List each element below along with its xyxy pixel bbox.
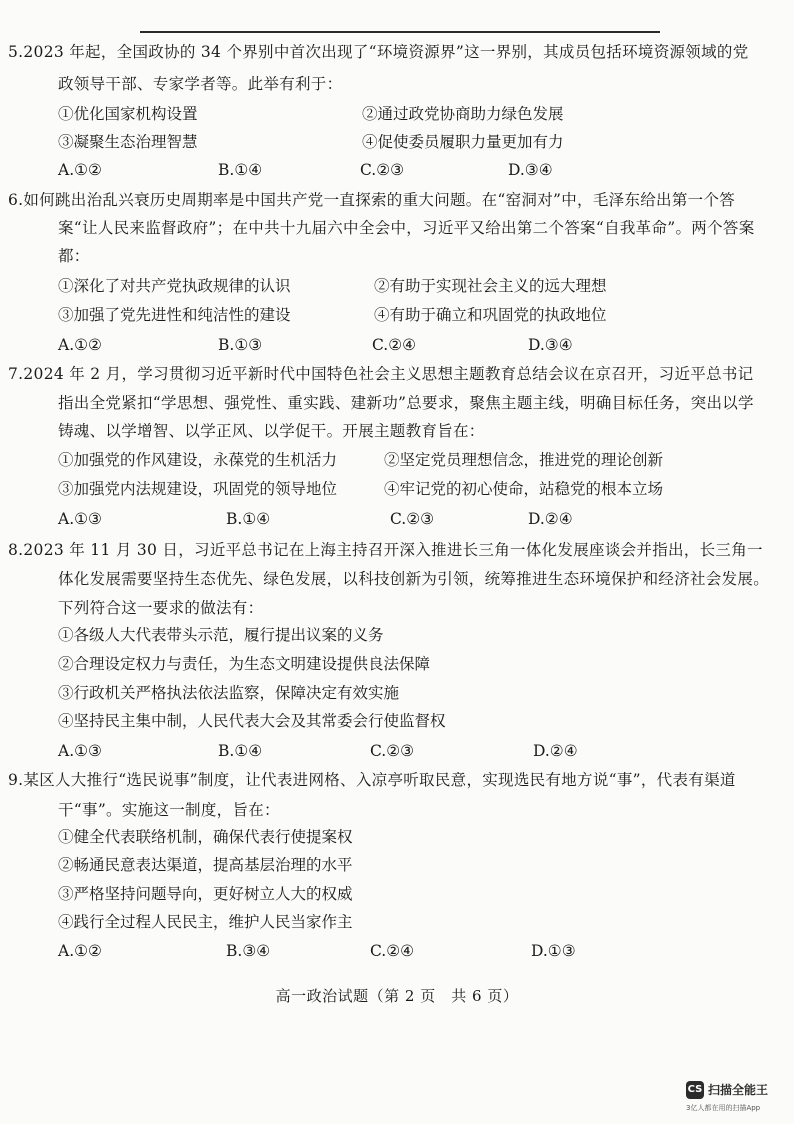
statement-2: ②合理设定权力与责任，为生态文明建设提供良法保障: [58, 655, 431, 673]
choice-b: B.①④: [218, 161, 263, 179]
choice-c: C.②④: [370, 942, 415, 960]
choice-c: C.②③: [370, 742, 415, 760]
statement-1: ①深化了对共产党执政规律的认识: [58, 277, 291, 295]
statement-4: ④牢记党的初心使命，站稳党的根本立场: [384, 480, 664, 498]
watermark-app-name: 扫描全能王: [708, 1083, 769, 1097]
page-footer: 高一政治试题（第 2 页 共 6 页）: [275, 987, 519, 1005]
choice-a: A.①③: [58, 510, 102, 528]
statement-2: ②有助于实现社会主义的远大理想: [374, 277, 607, 295]
statement-4: ④有助于确立和巩固党的执政地位: [374, 306, 607, 324]
statement-1: ①加强党的作风建设，永葆党的生机活力: [58, 451, 338, 469]
choice-d: D.③④: [508, 161, 553, 179]
choice-b: B.①③: [218, 336, 263, 354]
choice-b: B.③④: [226, 942, 271, 960]
choice-d: D.②④: [533, 742, 578, 760]
question-stem-line: 5.2023 年起，全国政协的 34 个界别中首次出现了“环境资源界”这一界别，其成员包括环境资源领域的党: [8, 43, 749, 61]
choice-b: B.①④: [218, 742, 263, 760]
choice-c: C.②④: [372, 336, 417, 354]
choice-a: A.①③: [58, 742, 102, 760]
watermark-tagline: 3亿人都在用的扫描App: [686, 1104, 761, 1112]
choice-d: D.②④: [528, 510, 573, 528]
question-stem-line: 体化发展需要坚持生态优先、绿色发展，以科技创新为引领，统筹推进生态环境保护和经济社会发展。: [58, 570, 770, 588]
statement-4: ④践行全过程人民民主，维护人民当家作主: [58, 913, 353, 931]
statement-4: ④促使委员履职力量更加有力: [362, 133, 564, 151]
choice-a: A.①②: [58, 942, 102, 960]
question-stem-line: 案“让人民来监督政府”；在中共十九届六中全会中，习近平又给出第二个答案“自我革命”。两个答案: [58, 219, 755, 237]
statement-2: ②坚定党员理想信念，推进党的理论创新: [384, 451, 664, 469]
statement-3: ③行政机关严格执法依法监察，保障决定有效实施: [58, 684, 400, 702]
statement-1: ①优化国家机构设置: [58, 105, 198, 123]
choice-c: C.②③: [360, 161, 405, 179]
question-stem-line: 指出全党紧扣“学思想、强党性、重实践、建新功”总要求，聚焦主题主线，明确目标任务，突出以学: [58, 394, 754, 412]
question-stem-line: 下列符合这一要求的做法有：: [58, 599, 264, 617]
choice-a: A.①②: [58, 161, 102, 179]
question-stem-line: 铸魂、以学增智、以学正风、以学促干。开展主题教育旨在：: [58, 422, 485, 440]
scanner-watermark: [686, 1081, 786, 1121]
statement-3: ③凝聚生态治理智慧: [58, 133, 198, 151]
question-stem-line: 9.某区人大推行“选民说事”制度，让代表进网格、入凉亭听取民意，实现选民有地方说“事”，代表有渠道: [8, 771, 736, 789]
choice-d: D.③④: [528, 336, 573, 354]
statement-3: ③严格坚持问题导向，更好树立人大的权威: [58, 885, 353, 903]
statement-3: ③加强党内法规建设，巩固党的领导地位: [58, 480, 338, 498]
statement-2: ②畅通民意表达渠道，提高基层治理的水平: [58, 856, 353, 874]
question-stem-line: 7.2024 年 2 月，学习贯彻习近平新时代中国特色社会主义思想主题教育总结会议在京召开，习近平总书记: [8, 365, 754, 383]
choice-c: C.②③: [390, 510, 435, 528]
choice-b: B.①④: [226, 510, 271, 528]
question-stem-line: 6.如何跳出治乱兴衰历史周期率是中国共产党一直探索的重大问题。在“窑洞对”中，毛泽东给出第一个答: [8, 191, 736, 209]
choice-d: D.①③: [531, 942, 576, 960]
statement-1: ①健全代表联络机制，确保代表行使提案权: [58, 828, 353, 846]
statement-4: ④坚持民主集中制，人民代表大会及其常委会行使监督权: [58, 712, 446, 730]
statement-2: ②通过政党协商助力绿色发展: [362, 105, 564, 123]
question-stem-line: 都：: [58, 247, 90, 265]
question-stem-line: 政领导干部、专家学者等。此举有利于：: [58, 75, 343, 93]
question-stem-line: 8.2023 年 11 月 30 日，习近平总书记在上海主持召开深入推进长三角一体化发展座谈会并指出，长三角一: [8, 541, 763, 559]
statement-3: ③加强了党先进性和纯洁性的建设: [58, 306, 291, 324]
choice-a: A.①②: [58, 336, 102, 354]
question-stem-line: 干“事”。实施这一制度，旨在：: [58, 801, 280, 819]
statement-1: ①各级人大代表带头示范，履行提出议案的义务: [58, 626, 384, 644]
camscanner-logo-icon: CS: [686, 1081, 704, 1099]
